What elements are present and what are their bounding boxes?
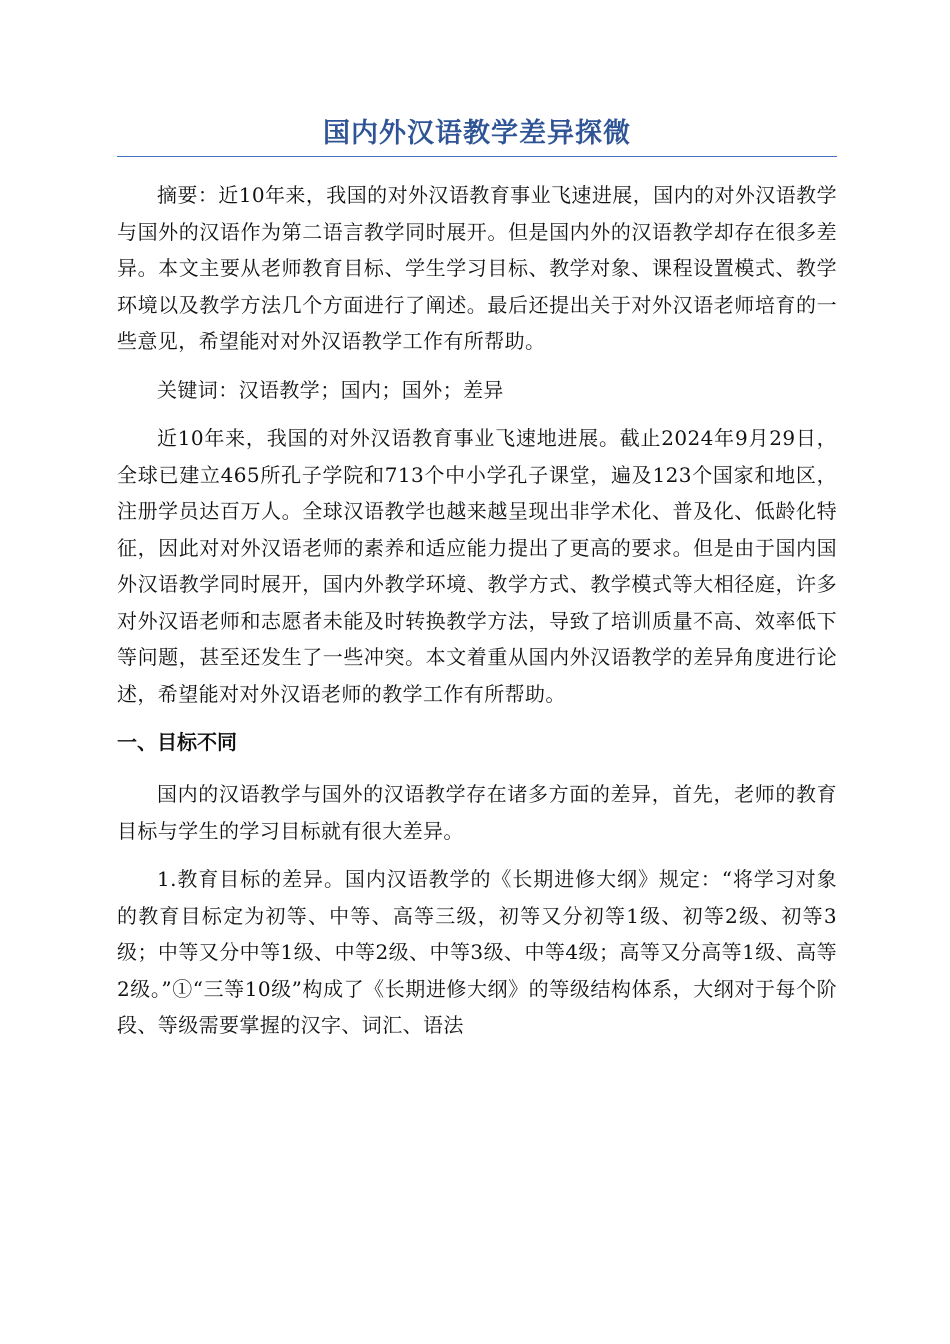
document-title: 国内外汉语教学差异探微: [323, 118, 631, 149]
section-heading-goals: 一、目标不同: [117, 730, 237, 754]
section1-paragraph-2: 1.教育目标的差异。国内汉语教学的《长期进修大纲》规定：“将学习对象的教育目标定为初等、中等、高等三级，初等又分初等1级、初等2级、初等3级；中等又分中等1级、中等2级、中等3级、中等4级；高等又分高等1级、高等2级。”①“三等10级”构成了《长期进修大纲》的等级结构体系，大纲对于每个阶段、等级需要掌握的汉字、词汇、语法: [117, 867, 838, 1037]
abstract-paragraph: 摘要：近10年来，我国的对外汉语教育事业飞速进展，国内的对外汉语教学与国外的汉语作为第二语言教学同时展开。但是国内外的汉语教学却存在很多差异。本文主要从老师教育目标、学生学习目标、教学对象、课程设置模式、教学环境以及教学方法几个方面进行了阐述。最后还提出关于对外汉语老师培育的一些意见，希望能对对外汉语教学工作有所帮助。: [117, 183, 837, 353]
keywords-paragraph: 关键词：汉语教学；国内；国外；差异: [157, 377, 504, 402]
section1-paragraph-1: 国内的汉语教学与国外的汉语教学存在诸多方面的差异，首先，老师的教育目标与学生的学习目标就有很大差异。: [117, 782, 837, 843]
intro-paragraph: 近10年来，我国的对外汉语教育事业飞速地进展。截止2024年9月29日，全球已建立465所孔子学院和713个中小学孔子课堂，遍及123个国家和地区，注册学员达百万人。全球汉语教学也越来越呈现出非学术化、普及化、低龄化特征，因此对对外汉语老师的素养和适应能力提出了更高的要求。但是由于国内国外汉语教学同时展开，国内外教学环境、教学方式、教学模式等大相径庭，许多对外汉语老师和志愿者未能及时转换教学方法，导致了培训质量不高、效率低下等问题，甚至还发生了一些冲突。本文着重从国内外汉语教学的差异角度进行论述，希望能对对外汉语老师的教学工作有所帮助。: [117, 426, 837, 706]
title-underline: [117, 156, 837, 157]
document-page: [117, 112, 837, 1056]
